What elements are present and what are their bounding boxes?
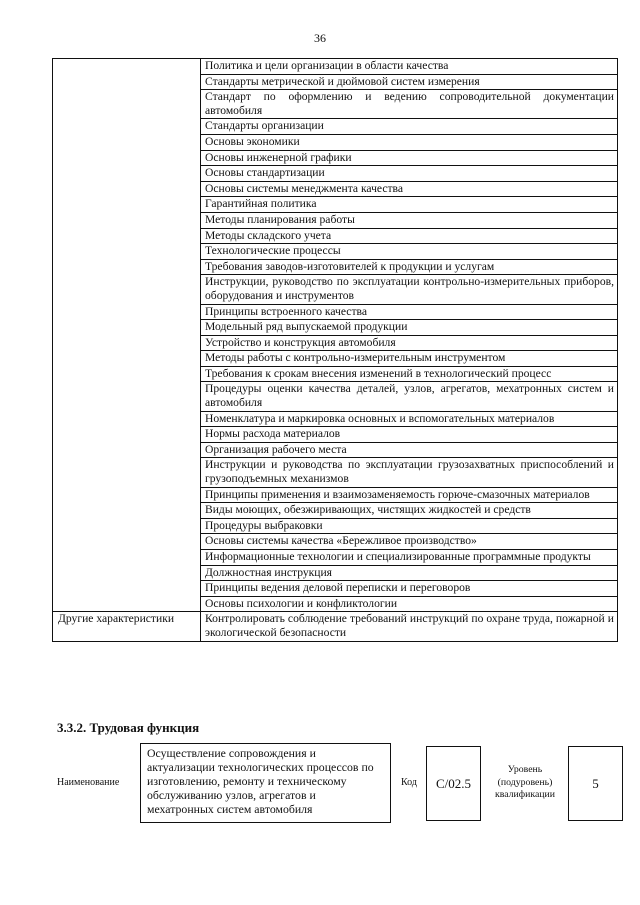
requirement-cell: Стандарты метрической и дюймовой систем измерения bbox=[201, 74, 618, 90]
requirement-cell: Методы планирования работы bbox=[201, 212, 618, 228]
requirement-cell: Основы экономики bbox=[201, 134, 618, 150]
requirement-cell: Процедуры выбраковки bbox=[201, 518, 618, 534]
requirement-cell: Устройство и конструкция автомобиля bbox=[201, 335, 618, 351]
requirement-cell: Контролировать соблюдение требований инструкций по охране труда, пожарной и экологической безопасности bbox=[201, 612, 618, 641]
requirement-cell: Требования заводов-изготовителей к продукции и услугам bbox=[201, 259, 618, 275]
requirement-cell: Принципы встроенного качества bbox=[201, 304, 618, 320]
requirement-cell: Принципы ведения деловой переписки и переговоров bbox=[201, 581, 618, 597]
requirement-cell: Основы стандартизации bbox=[201, 166, 618, 182]
code-label: Код bbox=[401, 777, 417, 788]
requirement-cell: Инструкции и руководства по эксплуатации грузозахватных приспособлений и грузоподъемных механизмов bbox=[201, 458, 618, 487]
labor-function-name-box: Осуществление сопровождения и актуализации технологических процессов по изготовлению, ремонту и техническому обслуживанию узлов, агрегатов и мехатронных систем автомобиля bbox=[140, 743, 391, 823]
requirement-cell: Нормы расхода материалов bbox=[201, 427, 618, 443]
row-category-cell bbox=[53, 59, 201, 612]
requirement-cell: Информационные технологии и специализированные программные продукты bbox=[201, 550, 618, 566]
requirement-cell: Процедуры оценки качества деталей, узлов, агрегатов, мехатронных систем и автомобиля bbox=[201, 382, 618, 411]
requirement-cell: Стандарты организации bbox=[201, 119, 618, 135]
table-row bbox=[53, 612, 618, 641]
requirement-cell: Стандарт по оформлению и ведению сопроводительной документации автомобиля bbox=[201, 90, 618, 119]
requirement-cell: Принципы применения и взаимозаменяемость горюче-смазочных материалов bbox=[201, 487, 618, 503]
requirement-cell: Инструкции, руководство по эксплуатации контрольно-измерительных приборов, оборудования и инструментов bbox=[201, 275, 618, 304]
requirements-table-body bbox=[53, 59, 618, 642]
requirement-cell: Гарантийная политика bbox=[201, 197, 618, 213]
requirement-cell: Методы работы с контрольно-измерительным инструментом bbox=[201, 351, 618, 367]
requirement-cell: Основы системы менеджмента качества bbox=[201, 181, 618, 197]
qualification-level-box: 5 bbox=[568, 746, 623, 821]
requirement-cell: Организация рабочего места bbox=[201, 442, 618, 458]
name-label: Наименование bbox=[57, 777, 120, 788]
requirements-table bbox=[52, 58, 618, 642]
row-category-cell: Другие характеристики bbox=[53, 612, 201, 641]
page-number: 36 bbox=[314, 31, 326, 45]
qualification-level-label: Уровень (подуровень) квалификации bbox=[494, 764, 556, 800]
requirement-cell: Должностная инструкция bbox=[201, 565, 618, 581]
requirement-cell: Основы психологии и конфликтологии bbox=[201, 596, 618, 612]
requirement-cell: Технологические процессы bbox=[201, 244, 618, 260]
section-title: 3.3.2. Трудовая функция bbox=[57, 720, 200, 735]
requirement-cell: Методы складского учета bbox=[201, 228, 618, 244]
requirement-cell: Основы системы качества «Бережливое производство» bbox=[201, 534, 618, 550]
labor-function-code-box: C/02.5 bbox=[426, 746, 481, 821]
requirement-cell: Номенклатура и маркировка основных и вспомогательных материалов bbox=[201, 411, 618, 427]
requirement-cell: Политика и цели организации в области качества bbox=[201, 59, 618, 75]
requirement-cell: Виды моющих, обезжиривающих, чистящих жидкостей и средств bbox=[201, 503, 618, 519]
requirement-cell: Модельный ряд выпускаемой продукции bbox=[201, 320, 618, 336]
table-row bbox=[53, 59, 618, 75]
requirement-cell: Требования к срокам внесения изменений в технологический процесс bbox=[201, 366, 618, 382]
requirement-cell: Основы инженерной графики bbox=[201, 150, 618, 166]
